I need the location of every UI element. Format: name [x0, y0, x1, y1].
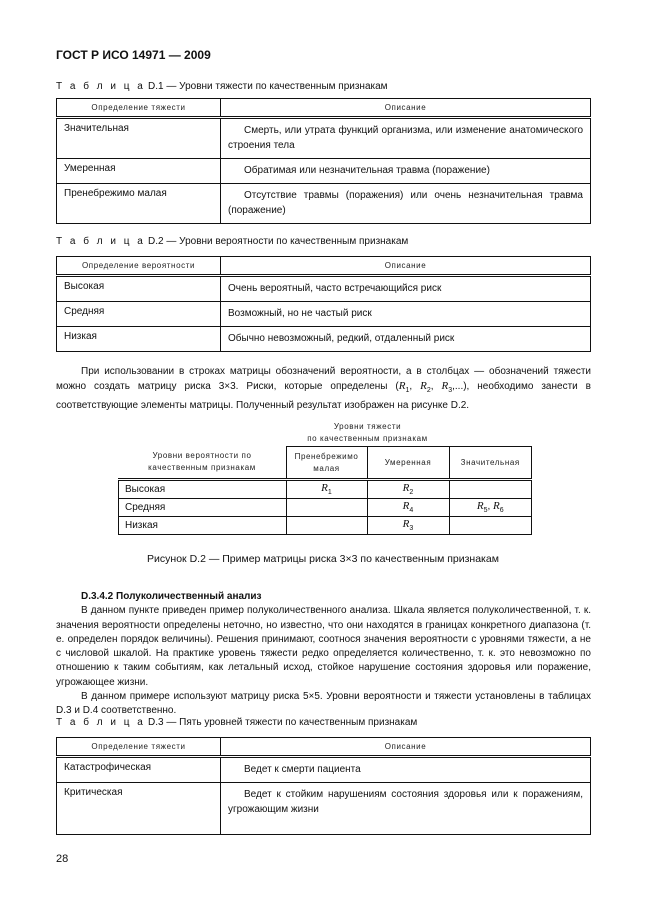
- table-d2: [56, 256, 591, 352]
- severity-term: Катастрофическая: [57, 757, 221, 783]
- risk-index: 1: [327, 489, 332, 497]
- table-d3-caption: [56, 717, 417, 728]
- risk-letter: R: [398, 380, 406, 393]
- risk-matrix: [118, 446, 532, 535]
- probability-levels-header: [119, 447, 287, 480]
- severity-column-header: Умеренная: [367, 447, 449, 480]
- severity-levels-header: [287, 421, 448, 445]
- column-header: Определение тяжести: [57, 99, 221, 118]
- risk-index: 4: [409, 507, 414, 515]
- column-header: Определение вероятности: [57, 257, 221, 276]
- table-d1: [56, 98, 591, 224]
- severity-column-header: [286, 447, 367, 480]
- risk-letter: R: [441, 380, 449, 393]
- matrix-cell: [449, 499, 532, 517]
- risk-letter: R: [402, 518, 410, 531]
- header-line: малая: [313, 463, 340, 473]
- risk-index: 6: [499, 507, 504, 515]
- table-row: [57, 118, 591, 159]
- section-semiquantitative: [56, 590, 591, 719]
- table-label: Т а б л и ц а: [56, 81, 146, 92]
- table-caption-text: D.2 — Уровни вероятности по качественным признакам: [145, 236, 409, 247]
- severity-term: Умеренная: [57, 159, 221, 184]
- table-row: [57, 184, 591, 224]
- paragraph-text: При использовании в строках матрицы обозначений вероятности, а в столбцах — обозначений тяжести можно создать матрицу риска 3×3. Риски, которые определены (: [56, 366, 591, 393]
- severity-description: Смерть, или утрата функций организма, или изменение анатомического строения тела: [221, 118, 591, 159]
- risk-letter: R: [402, 482, 410, 495]
- risk-index: 1: [405, 387, 410, 395]
- matrix-cell: [286, 499, 367, 517]
- matrix-cell: [367, 517, 449, 535]
- risk-index: 3: [409, 525, 414, 533]
- header-line: качественным признакам: [148, 463, 256, 473]
- separator: ,: [430, 381, 442, 393]
- risk-symbol: [441, 380, 453, 395]
- severity-column-header: Значительная: [449, 447, 532, 480]
- risk-letter: R: [476, 500, 484, 513]
- severity-term: Пренебрежимо малая: [57, 184, 221, 224]
- matrix-row: [119, 480, 532, 499]
- matrix-cell: [367, 499, 449, 517]
- risk-letter: R: [402, 500, 410, 513]
- probability-label: Низкая: [119, 517, 287, 535]
- probability-description: Возможный, но не частый риск: [221, 302, 591, 327]
- table-caption-text: D.1 — Уровни тяжести по качественным признакам: [145, 81, 388, 92]
- table-label: Т а б л и ц а: [56, 236, 146, 247]
- severity-description: Отсутствие травмы (поражения) или очень незначительная травма (поражение): [221, 184, 591, 224]
- separator: ,: [409, 381, 421, 393]
- probability-label: Средняя: [119, 499, 287, 517]
- separator: ,: [487, 501, 494, 513]
- figure-caption: Рисунок D.2 — Пример матрицы риска 3×3 по качественным признакам: [147, 553, 499, 565]
- paragraph-text: ,...), необходимо занести в соответствующие элементы матрицы. Полученный результат изображен на рисунке D.2.: [56, 381, 591, 411]
- table-d3: [56, 737, 591, 835]
- table-row: [57, 159, 591, 184]
- probability-description: Обычно невозможный, редкий, отдаленный риск: [221, 327, 591, 352]
- column-header: Описание: [221, 99, 591, 118]
- risk-letter: R: [321, 482, 328, 495]
- section-paragraph: В данном пункте приведен пример полуколичественного анализа. Шкала является полуколичественной, т. к. значения вероятности определены неточно, но известно, что они находятся в границах конкретного диапазона (т. е. определен порядок величины). Решения принимают, соотнося значения вероятности с уровнями тяжести, а не с числовой шкалой. На практике уровень тяжести редко определяется количественно, т. к. это невозможно по отношению к таким событиям, как летальный исход, стойкое нарушение состояния здоровья или поражение, угрожающее жизни.: [56, 605, 591, 688]
- probability-term: Высокая: [57, 276, 221, 302]
- section-paragraph: В данном примере используют матрицу риска 5×5. Уровни вероятности и тяжести установлены в таблицах D.3 и D.4 соответственно.: [56, 691, 591, 717]
- probability-label: Высокая: [119, 480, 287, 499]
- severity-description: Ведет к стойким нарушениям состояния здоровья или к поражениям, угрожающим жизни: [221, 783, 591, 835]
- table-caption-text: D.3 — Пять уровней тяжести по качественным признакам: [145, 717, 418, 728]
- severity-description: Обратимая или незначительная травма (поражение): [221, 159, 591, 184]
- table-row: [57, 276, 591, 302]
- risk-index: 2: [409, 489, 414, 497]
- table-row: [57, 327, 591, 352]
- table-row: [57, 302, 591, 327]
- risk-index: 2: [426, 387, 431, 395]
- matrix-row: [119, 517, 532, 535]
- table-d2-caption: [56, 236, 408, 247]
- table-d1-caption: [56, 81, 388, 92]
- paragraph-matrix-intro: [56, 365, 591, 413]
- header-line: Пренебрежимо: [294, 451, 359, 461]
- severity-term: Значительная: [57, 118, 221, 159]
- risk-index: 5: [483, 507, 488, 515]
- matrix-cell: [449, 480, 532, 499]
- section-title: D.3.4.2 Полуколичественный анализ: [81, 591, 262, 602]
- probability-term: Низкая: [57, 327, 221, 352]
- table-row: [57, 783, 591, 835]
- header-line: Уровни тяжести: [333, 422, 402, 431]
- matrix-row: [119, 499, 532, 517]
- severity-description: Ведет к смерти пациента: [221, 757, 591, 783]
- document-header: ГОСТ Р ИСО 14971 — 2009: [56, 48, 211, 62]
- risk-symbol: [420, 380, 431, 395]
- header-line: по качественным признакам: [307, 434, 428, 443]
- risk-symbol: [398, 380, 410, 395]
- matrix-cell: [286, 480, 367, 499]
- matrix-cell: [449, 517, 532, 535]
- matrix-cell: [286, 517, 367, 535]
- probability-term: Средняя: [57, 302, 221, 327]
- risk-letter: R: [420, 380, 427, 393]
- header-line: Уровни вероятности по: [152, 451, 252, 461]
- probability-description: Очень вероятный, часто встречающийся риск: [221, 276, 591, 302]
- table-row: [57, 757, 591, 783]
- severity-term: Критическая: [57, 783, 221, 835]
- table-label: Т а б л и ц а: [56, 717, 146, 728]
- matrix-cell: [367, 480, 449, 499]
- page-number: 28: [56, 853, 69, 865]
- risk-letter: R: [493, 500, 500, 513]
- column-header: Определение тяжести: [57, 738, 221, 757]
- risk-index: 3: [448, 387, 453, 395]
- column-header: Описание: [221, 257, 591, 276]
- column-header: Описание: [221, 738, 591, 757]
